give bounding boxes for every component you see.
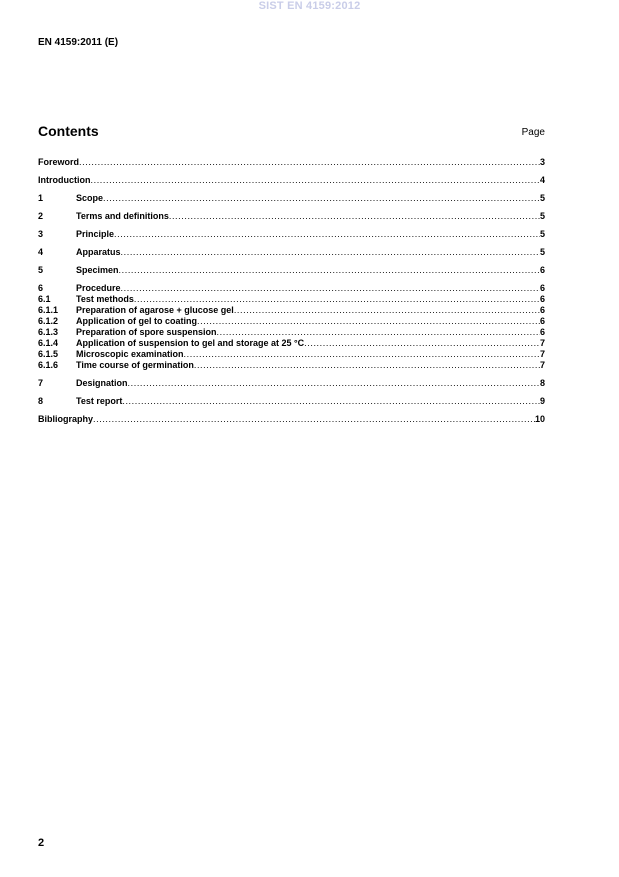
toc-entry-suspension-application[interactable] <box>38 338 545 349</box>
toc-entry-title: Time course of germination <box>76 360 194 370</box>
toc-entry-title: Application of gel to coating <box>76 316 197 326</box>
toc-entry-page: 3 <box>539 157 545 167</box>
toc-entry-page: 8 <box>539 378 545 388</box>
toc-entry-title: Procedure <box>76 283 121 293</box>
toc-entry-procedure[interactable] <box>38 283 545 294</box>
toc-entry-page: 5 <box>539 247 545 257</box>
toc-entry-test-report[interactable] <box>38 396 545 407</box>
toc-entry-number: 6.1.2 <box>38 316 59 326</box>
toc-entry-test-methods[interactable] <box>38 294 545 305</box>
toc-entry-title: Designation <box>76 378 128 388</box>
toc-entry-number: 6.1.5 <box>38 349 59 359</box>
contents-title: Contents <box>38 123 99 139</box>
toc-entry-number: 6.1.3 <box>38 327 59 337</box>
toc-entry-title: Preparation of spore suspension <box>76 327 217 337</box>
toc-entry-title: Scope <box>76 193 104 203</box>
toc-entry-number: 6.1.6 <box>38 360 59 370</box>
toc-entry-title: Apparatus <box>76 247 121 257</box>
toc-entry-number: 8 <box>38 396 44 406</box>
toc-entry-bibliography[interactable] <box>38 414 545 425</box>
toc-entry-foreword[interactable] <box>38 157 545 168</box>
toc-entry-apparatus[interactable] <box>38 247 545 258</box>
toc-entry-number: 2 <box>38 211 44 221</box>
toc-entry-title: Preparation of agarose + glucose gel <box>76 305 234 315</box>
toc-entry-title: Microscopic examination <box>76 349 184 359</box>
watermark: SIST EN 4159:2012 <box>258 0 361 12</box>
toc-dot-leader <box>121 283 540 294</box>
toc-entry-page: 10 <box>534 414 545 424</box>
toc-entry-page: 6 <box>539 305 545 315</box>
toc-dot-leader <box>304 338 540 349</box>
toc-entry-number: 5 <box>38 265 44 275</box>
toc-dot-leader <box>91 175 540 186</box>
toc-entry-page: 6 <box>539 316 545 326</box>
toc-entry-page: 5 <box>539 211 545 221</box>
toc-entry-specimen[interactable] <box>38 265 545 276</box>
toc-entry-spore-suspension[interactable] <box>38 327 545 338</box>
toc-entry-page: 4 <box>539 175 545 185</box>
toc-entry-microscopic-examination[interactable] <box>38 349 545 360</box>
toc-entry-page: 5 <box>539 229 545 239</box>
toc-entry-page: 9 <box>539 396 545 406</box>
toc-entry-page: 5 <box>539 193 545 203</box>
toc-entry-number: 6 <box>38 283 44 293</box>
toc-dot-leader <box>93 414 535 425</box>
toc-entry-page: 6 <box>539 283 545 293</box>
toc-dot-leader <box>194 360 540 371</box>
toc-entry-title: Application of suspension to gel and storage at 25 °C <box>76 338 305 348</box>
toc-entry-terms-and-definitions[interactable] <box>38 211 545 222</box>
toc-dot-leader <box>119 265 540 276</box>
toc-dot-leader <box>79 157 540 168</box>
toc-dot-leader <box>103 193 540 204</box>
toc-entry-gel-application[interactable] <box>38 316 545 327</box>
toc-entry-number: 3 <box>38 229 44 239</box>
toc-entry-number: 7 <box>38 378 44 388</box>
toc-dot-leader <box>122 396 540 407</box>
toc-entry-number: 4 <box>38 247 44 257</box>
table-of-contents <box>38 157 545 425</box>
toc-dot-leader <box>114 229 540 240</box>
toc-dot-leader <box>121 247 540 258</box>
toc-entry-title: Introduction <box>38 175 91 185</box>
toc-entry-page: 7 <box>539 360 545 370</box>
toc-entry-number: 6.1.4 <box>38 338 59 348</box>
toc-dot-leader <box>134 294 540 305</box>
toc-entry-title: Principle <box>76 229 115 239</box>
toc-entry-principle[interactable] <box>38 229 545 240</box>
toc-entry-scope[interactable] <box>38 193 545 204</box>
toc-entry-gel-preparation[interactable] <box>38 305 545 316</box>
toc-entry-number: 1 <box>38 193 44 203</box>
toc-entry-title: Test report <box>76 396 123 406</box>
toc-entry-page: 6 <box>539 265 545 275</box>
toc-entry-number: 6.1.1 <box>38 305 59 315</box>
toc-dot-leader <box>184 349 540 360</box>
toc-dot-leader <box>128 378 540 389</box>
toc-entry-title: Foreword <box>38 157 80 167</box>
page-column-label: Page <box>521 127 545 138</box>
toc-entry-page: 7 <box>539 349 545 359</box>
toc-dot-leader <box>197 316 540 327</box>
toc-entry-title: Specimen <box>76 265 119 275</box>
page-number: 2 <box>38 837 45 849</box>
toc-entry-page: 7 <box>539 338 545 348</box>
toc-entry-page: 6 <box>539 294 545 304</box>
toc-entry-germination-time-course[interactable] <box>38 360 545 371</box>
toc-dot-leader <box>217 327 540 338</box>
toc-dot-leader <box>234 305 540 316</box>
toc-entry-title: Bibliography <box>38 414 94 424</box>
toc-entry-page: 6 <box>539 327 545 337</box>
toc-dot-leader <box>169 211 540 222</box>
toc-entry-title: Test methods <box>76 294 134 304</box>
toc-entry-introduction[interactable] <box>38 175 545 186</box>
document-id-header: EN 4159:2011 (E) <box>38 37 119 48</box>
toc-entry-designation[interactable] <box>38 378 545 389</box>
toc-entry-title: Terms and definitions <box>76 211 169 221</box>
toc-entry-number: 6.1 <box>38 294 51 304</box>
